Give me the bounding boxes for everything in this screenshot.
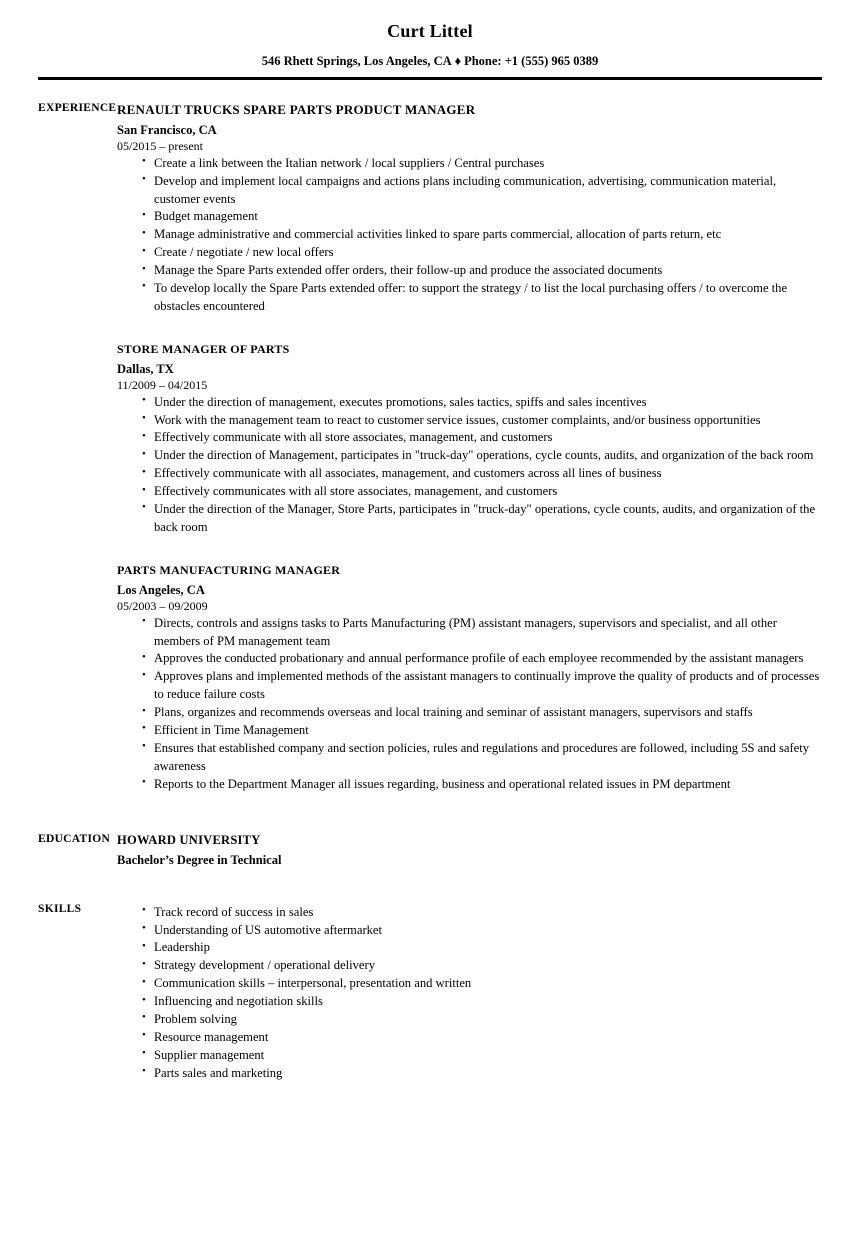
job-bullet: • Create a link between the Italian network / local suppliers / Central purchases — [142, 155, 820, 173]
job-bullet: • Reports to the Department Manager all issues regarding, business and operational related issues in PM department — [142, 776, 820, 794]
candidate-phone: Phone: +1 (555) 965 0389 — [464, 53, 599, 68]
experience-entries — [117, 102, 860, 794]
skill-bullet: • Influencing and negotiation skills — [142, 993, 820, 1011]
job-bullet: • Directs, controls and assigns tasks to Parts Manufacturing (PM) assistant managers, supervisors and specialist, and all other members of PM management team — [142, 615, 820, 651]
skill-bullet: • Understanding of US automotive aftermarket — [142, 922, 820, 940]
candidate-contact-line — [0, 55, 860, 69]
job-location: Los Angeles, CA — [117, 582, 205, 597]
job-bullet: • Approves the conducted probationary and annual performance profile of each employee recommended by the assistant managers — [142, 650, 820, 668]
job-bullet: • Manage administrative and commercial activities linked to spare parts commercial, allocation of parts return, etc — [142, 226, 820, 244]
skill-bullet: • Track record of success in sales — [142, 904, 820, 922]
job-bullet: • Under the direction of management, executes promotions, sales tactics, spiffs and sales incentives — [142, 394, 820, 412]
experience-section-label: EXPERIENCE — [38, 101, 117, 114]
job-bullet-list — [117, 615, 820, 794]
job-bullet: • Effectively communicate with all associates, management, and customers across all lines of business — [142, 465, 820, 483]
education-section-label: EDUCATION — [38, 833, 111, 846]
skill-bullet: • Problem solving — [142, 1011, 820, 1029]
job-bullet: • Under the direction of Management, participates in "truck-day" operations, cycle counts, audits, and organization of the back room — [142, 447, 820, 465]
education-school: HOWARD UNIVERSITY — [117, 833, 261, 848]
job-dates: 11/2009 – 04/2015 — [117, 377, 208, 392]
skills-section-label: SKILLS — [38, 902, 82, 915]
job-bullet: • Work with the management team to react to customer service issues, customer complaints, and/or business opportunities — [142, 412, 820, 430]
job-bullet: • Develop and implement local campaigns and actions plans including communication, advertising, communication material, customer events — [142, 173, 820, 209]
job-bullet: • Budget management — [142, 208, 820, 226]
skills-section — [0, 903, 860, 1083]
job-title: STORE MANAGER OF PARTS — [117, 341, 290, 356]
header-divider — [38, 77, 822, 80]
job-dates: 05/2003 – 09/2009 — [117, 598, 208, 613]
experience-entry — [117, 102, 820, 316]
skills-entries — [117, 903, 860, 1083]
education-entry — [117, 833, 820, 868]
skill-bullet: • Leadership — [142, 939, 820, 957]
education-degree: Bachelor’s Degree in Technical — [117, 853, 282, 868]
job-bullet: • Under the direction of the Manager, Store Parts, participates in "truck-day" operations, cycle counts, audits, and organization of the back room — [142, 501, 820, 537]
job-bullet: • Create / negotiate / new local offers — [142, 244, 820, 262]
job-bullet: • Effectively communicate with all store associates, management, and customers — [142, 429, 820, 447]
candidate-name: Curt Littel — [387, 21, 473, 41]
resume-header — [0, 0, 860, 80]
job-title: RENAULT TRUCKS SPARE PARTS PRODUCT MANAGER — [117, 101, 476, 117]
skill-bullet: • Parts sales and marketing — [142, 1065, 820, 1083]
job-location: San Francisco, CA — [117, 122, 217, 137]
skill-bullet: • Supplier management — [142, 1047, 820, 1065]
job-bullet: • Ensures that established company and section policies, rules and regulations and procedures are followed, including 5S and safety awareness — [142, 740, 820, 776]
job-bullet: • Effectively communicates with all store associates, management, and customers — [142, 483, 820, 501]
job-bullet: • Efficient in Time Management — [142, 722, 820, 740]
job-dates: 05/2015 – present — [117, 138, 203, 153]
job-bullet: • Manage the Spare Parts extended offer orders, their follow-up and produce the associated documents — [142, 262, 820, 280]
skill-bullet: • Resource management — [142, 1029, 820, 1047]
education-entries — [117, 833, 860, 868]
diamond-separator-icon: ♦ — [454, 53, 462, 68]
skill-bullet: • Strategy development / operational delivery — [142, 957, 820, 975]
skills-list — [117, 904, 820, 1083]
experience-entry — [117, 342, 820, 537]
job-bullet: • Approves plans and implemented methods of the assistant managers to continually improve the quality of products and of processes to reduce failure costs — [142, 668, 820, 704]
job-bullet: • To develop locally the Spare Parts extended offer: to support the strategy / to list the local purchasing offers / to overcome the obstacles encountered — [142, 280, 820, 316]
skill-bullet: • Communication skills – interpersonal, presentation and written — [142, 975, 820, 993]
job-bullet-list — [117, 155, 820, 316]
education-section — [0, 833, 860, 868]
experience-entry — [117, 563, 820, 794]
job-bullet-list — [117, 394, 820, 537]
candidate-address: 546 Rhett Springs, Los Angeles, CA — [261, 53, 452, 68]
job-location: Dallas, TX — [117, 361, 174, 376]
job-bullet: • Plans, organizes and recommends overseas and local training and seminar of assistant managers, supervisors and staffs — [142, 704, 820, 722]
experience-section — [0, 102, 860, 794]
job-title: PARTS MANUFACTURING MANAGER — [117, 562, 341, 577]
